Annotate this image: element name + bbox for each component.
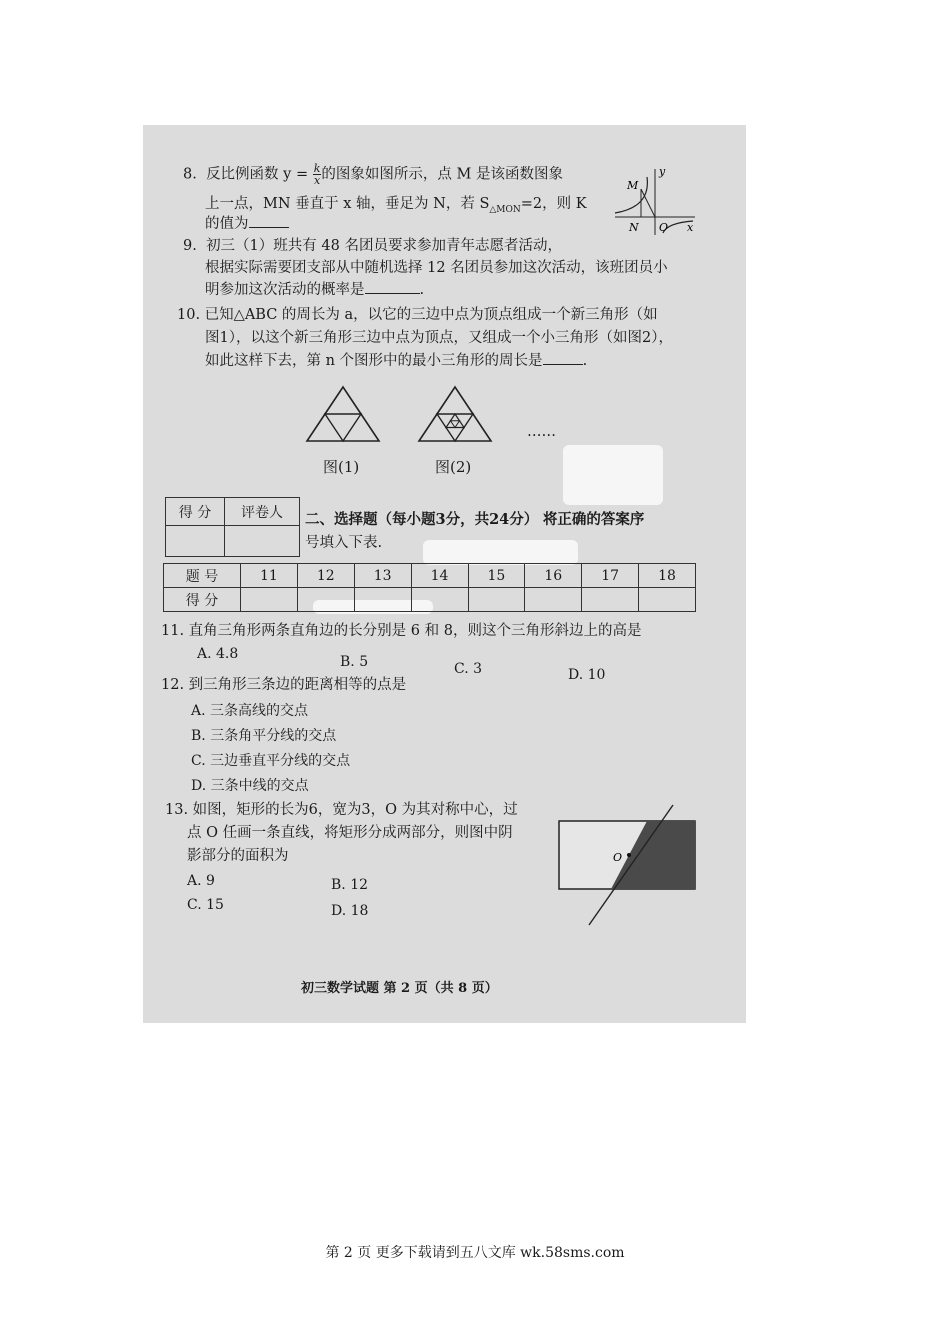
svg-text:O: O <box>613 851 623 864</box>
grader-label: 评卷人 <box>225 498 300 526</box>
answer-cell[interactable] <box>525 588 582 612</box>
q11-option-b[interactable]: B. 5 <box>340 654 369 670</box>
q13-option-d[interactable]: D. 18 <box>331 903 369 919</box>
q11-option-c[interactable]: C. 3 <box>454 661 483 677</box>
scan-page-footer: 初三数学试题 第 2 页（共 8 页） <box>301 981 498 996</box>
q10-line1: 10. 已知△ABC 的周长为 a，以它的三边中点为顶点组成一个新三角形（如 <box>177 307 658 323</box>
score-grader-box <box>165 497 300 557</box>
answer-table-number: 18 <box>639 564 696 588</box>
q9-line1: 9. 初三（1）班共有 48 名团员要求参加青年志愿者活动， <box>183 238 562 254</box>
answer-cell[interactable] <box>354 588 411 612</box>
answer-cell[interactable] <box>468 588 525 612</box>
document-footer: 第 2 页 更多下载请到五八文库 wk.58sms.com <box>325 1245 625 1261</box>
answer-table-number: 15 <box>468 564 525 588</box>
grader-cell[interactable] <box>225 526 300 557</box>
q8-line1: 8. 反比例函数 y = $\frac{k}{x}$的图象如图所示，点 M 是该函数图象 <box>183 162 563 187</box>
smudge-1 <box>563 445 663 505</box>
q12-option-c[interactable]: C. 三边垂直平分线的交点 <box>191 753 351 769</box>
q8-line2: 上一点，MN 垂直于 x 轴，垂足为 N，若 $S_{\triangle MON}=2$，则 K <box>205 196 587 215</box>
fig1-caption: 图(1) <box>323 458 360 476</box>
section2-instr2: 号填入下表. <box>305 535 383 551</box>
answer-table-score-label: 得 分 <box>164 588 241 612</box>
q12-option-b[interactable]: B. 三条角平分线的交点 <box>191 728 337 744</box>
q9-line3: 明参加这次活动的概率是 . <box>205 282 425 298</box>
ellipsis: …… <box>527 424 556 440</box>
answer-cell[interactable] <box>582 588 639 612</box>
answer-cell[interactable] <box>639 588 696 612</box>
q9-line2: 根据实际需要团支部从中随机选择 12 名团员参加这次活动，该班团员小 <box>205 260 668 276</box>
svg-text:y: y <box>659 165 666 178</box>
q13-option-a[interactable]: A. 9 <box>187 873 215 889</box>
q12-stem: 12. 到三角形三条边的距离相等的点是 <box>161 677 407 693</box>
q12-option-a[interactable]: A. 三条高线的交点 <box>191 703 309 719</box>
answer-cell[interactable] <box>297 588 354 612</box>
scanned-page <box>143 125 746 1023</box>
answer-table-header-label: 题 号 <box>164 564 241 588</box>
q11-option-a[interactable]: A. 4.8 <box>197 646 239 662</box>
answer-table <box>163 563 696 612</box>
answer-table-number: 11 <box>241 564 298 588</box>
score-label: 得 分 <box>166 498 225 526</box>
svg-text:O: O <box>659 221 669 234</box>
q10-line3: 如此这样下去，第 n 个图形中的最小三角形的周长是 . <box>205 353 588 369</box>
svg-text:N: N <box>629 221 639 234</box>
q8-hyperbola-figure <box>611 165 699 237</box>
q13-line3: 影部分的面积为 <box>187 848 289 864</box>
smudge-2 <box>423 540 578 565</box>
q13-option-b[interactable]: B. 12 <box>331 877 369 893</box>
score-cell[interactable] <box>166 526 225 557</box>
q11-option-d[interactable]: D. 10 <box>568 667 606 683</box>
q11-stem: 11. 直角三角形两条直角边的长分别是 6 和 8，则这个三角形斜边上的高是 <box>161 623 642 639</box>
answer-cell[interactable] <box>241 588 298 612</box>
q13-line1: 13. 如图，矩形的长为6，宽为3，O 为其对称中心，过 <box>165 802 518 818</box>
q8-line3: 的值为 <box>205 215 289 233</box>
answer-table-number: 16 <box>525 564 582 588</box>
q13-line2: 点 O 任画一条直线，将矩形分成两部分，则图中阴 <box>187 825 513 841</box>
q13-option-c[interactable]: C. 15 <box>187 897 224 913</box>
section2-title: 二、选择题（每小题3分，共24分） 将正确的答案序 <box>305 511 645 528</box>
fig2-caption: 图(2) <box>435 458 472 476</box>
q13-rectangle-figure <box>553 803 703 929</box>
answer-table-number: 12 <box>297 564 354 588</box>
q12-option-d[interactable]: D. 三条中线的交点 <box>191 778 309 794</box>
svg-text:x: x <box>687 221 694 234</box>
answer-cell[interactable] <box>411 588 468 612</box>
answer-table-number: 13 <box>354 564 411 588</box>
fraction-k-over-x: $\frac{k}{x}$ <box>313 162 321 187</box>
triangle-figure-1 <box>303 383 383 445</box>
q10-line2: 图1），以这个新三角形三边中点为顶点，又组成一个小三角形（如图2）， <box>205 330 673 346</box>
svg-text:M: M <box>627 179 639 192</box>
triangle-figure-2 <box>415 383 495 445</box>
answer-table-number: 14 <box>411 564 468 588</box>
answer-table-number: 17 <box>582 564 639 588</box>
